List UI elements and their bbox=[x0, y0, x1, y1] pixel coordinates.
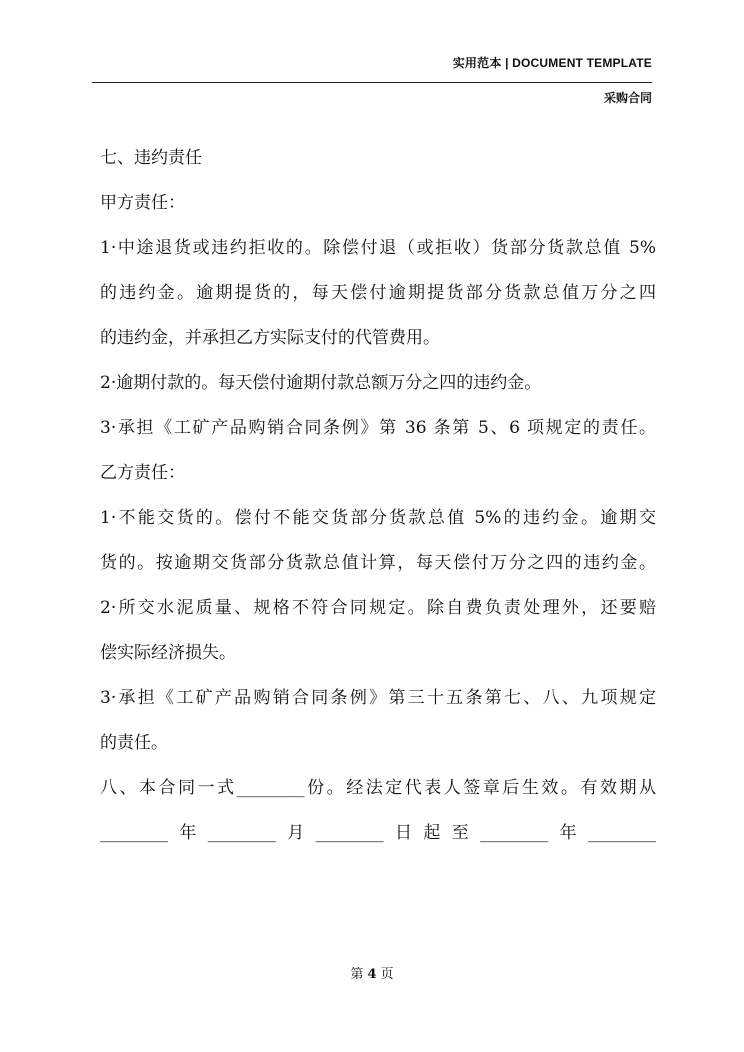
party-a-clause-2: 2·逾期付款的。每天偿付逾期付款总额万分之四的违约金。 bbox=[100, 373, 542, 393]
party-a-heading: 甲方责任： bbox=[100, 193, 185, 213]
section-heading-breach: 七、违约责任 bbox=[100, 148, 202, 168]
header-subtitle: 采购合同 bbox=[603, 91, 652, 105]
validity-date-blanks: ________年________月________日起至________年________ bbox=[100, 823, 656, 843]
party-b-clause-2-line-1: 2·所交水泥质量、规格不符合同规定。除自费负责处理外，还要赔 bbox=[100, 598, 656, 618]
page-footer bbox=[0, 963, 744, 982]
party-a-clause-1-line-1: 1·中途退货或违约拒收的。除偿付退（或拒收）货部分货款总值 5% bbox=[100, 238, 656, 258]
party-a-clause-1-line-3: 的违约金，并承担乙方实际支付的代管费用。 bbox=[100, 328, 440, 348]
document-body bbox=[100, 140, 656, 860]
page-prefix: 第 bbox=[350, 967, 364, 982]
page-suffix: 页 bbox=[380, 967, 394, 982]
party-a-clause-1-line-2: 的违约金。逾期提货的，每天偿付逾期提货部分货款总值万分之四 bbox=[100, 283, 656, 303]
header-title: 实用范本 | DOCUMENT TEMPLATE bbox=[452, 56, 652, 70]
party-b-clause-3-line-1: 3·承担《工矿产品购销合同条例》第三十五条第七、八、九项规定 bbox=[100, 688, 656, 708]
section-heading-copies: 八、本合同一式________份。经法定代表人签章后生效。有效期从 bbox=[100, 778, 656, 798]
party-b-clause-2-line-2: 偿实际经济损失。 bbox=[100, 643, 236, 663]
party-b-clause-3-line-2: 的责任。 bbox=[100, 733, 168, 753]
party-a-clause-3: 3·承担《工矿产品购销合同条例》第 36 条第 5、6 项规定的责任。 bbox=[100, 418, 656, 438]
party-b-heading: 乙方责任： bbox=[100, 463, 185, 483]
page-number: 4 bbox=[367, 967, 377, 982]
party-b-clause-1-line-1: 1·不能交货的。偿付不能交货部分货款总值 5%的违约金。逾期交 bbox=[100, 508, 656, 528]
header-divider bbox=[92, 82, 652, 83]
party-b-clause-1-line-2: 货的。按逾期交货部分货款总值计算，每天偿付万分之四的违约金。 bbox=[100, 553, 656, 573]
